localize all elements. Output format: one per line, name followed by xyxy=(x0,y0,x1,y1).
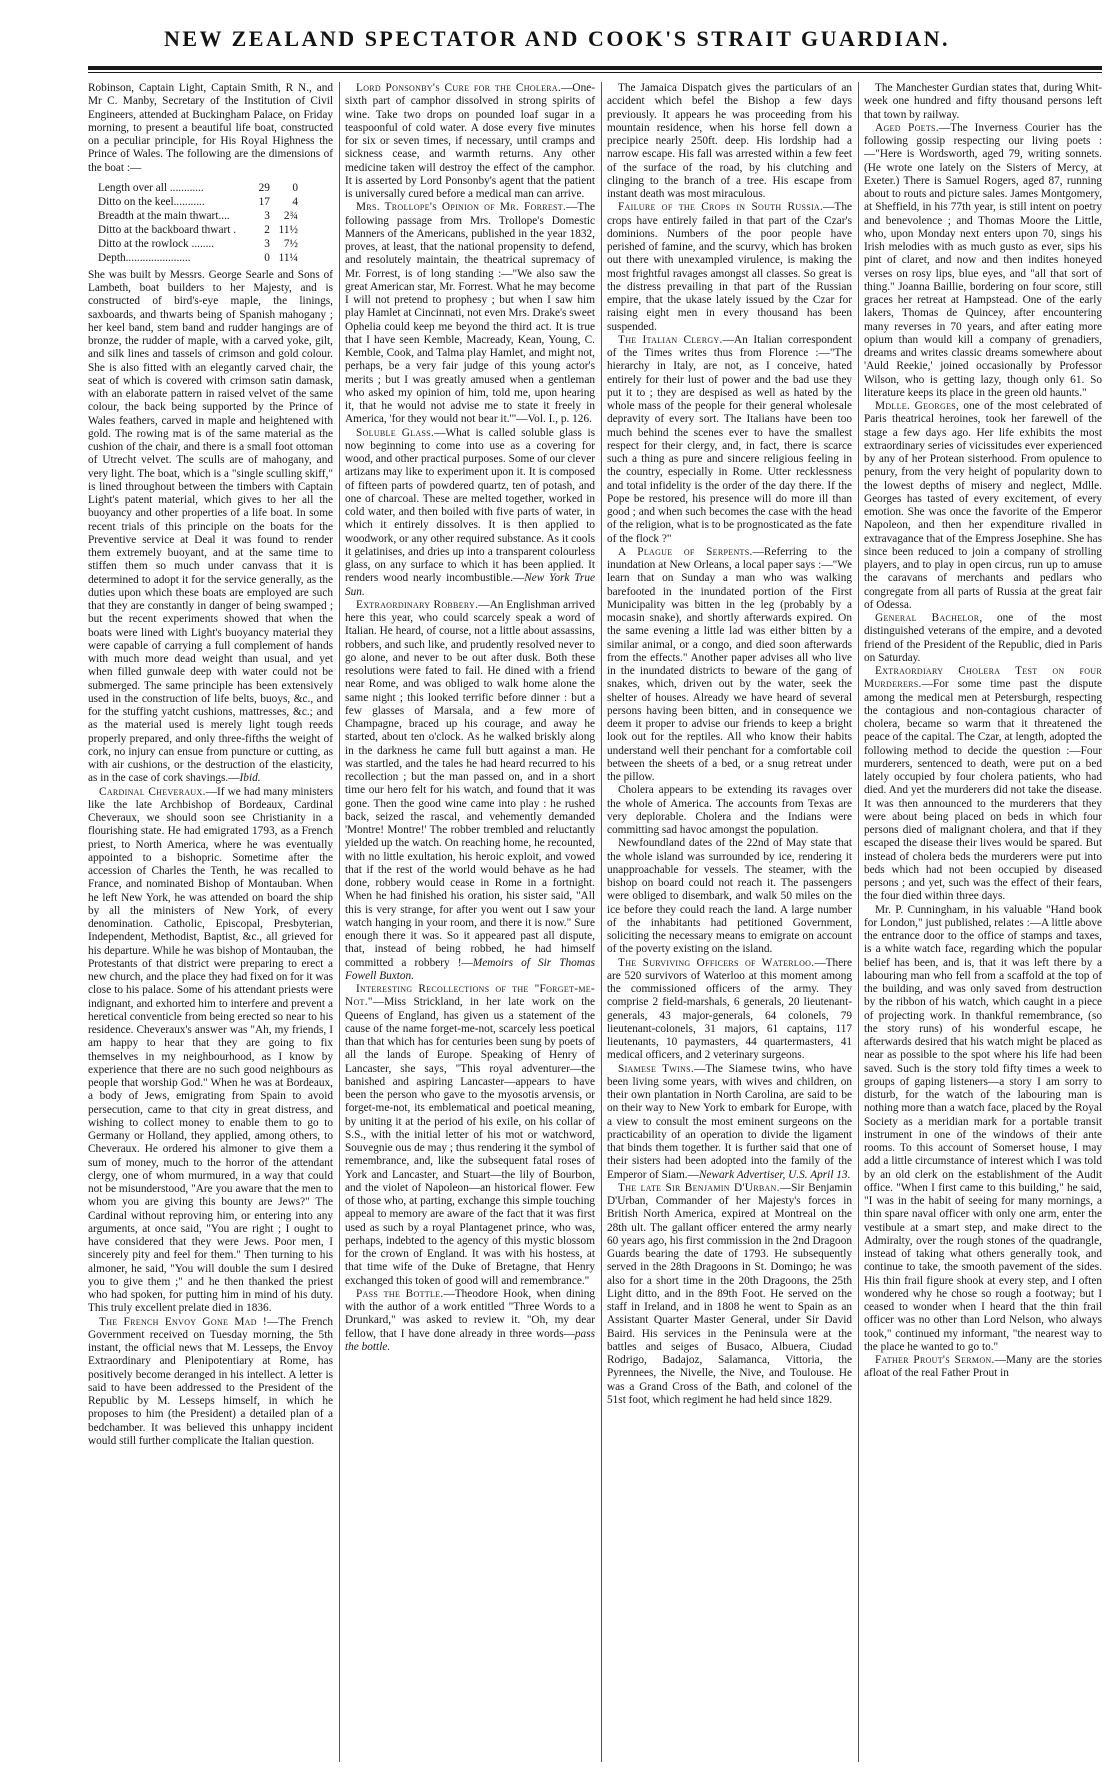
dimension-label: Ditto at the backboard thwart . xyxy=(98,223,237,236)
dimension-row xyxy=(98,223,298,237)
article-source: Ibid. xyxy=(239,772,261,785)
article-heading: Mrs. Trollope's Opinion of Mr. Forrest. xyxy=(356,201,567,214)
article-heading: Extraordiary Cholera Test on four Murderers. xyxy=(864,665,1102,691)
article-heading: The Italian Clergy. xyxy=(618,333,723,346)
dimension-label: Ditto on the keel........... xyxy=(98,195,205,208)
cholera-america-article: Cholera appears to be extending its ravages over the whole of America. The accounts from Texas are very deplorable. Cholera and the Indians were committing sad havoc amongst the population. xyxy=(607,784,852,836)
dimension-label: Ditto at the rowlock ........ xyxy=(98,237,215,250)
dimension-feet: 29 xyxy=(258,181,270,194)
durban-article xyxy=(607,1182,852,1407)
dimension-row xyxy=(98,209,298,223)
boat-dimensions-table xyxy=(98,181,298,265)
aged-poets-article xyxy=(864,122,1102,400)
georges-article xyxy=(864,400,1102,612)
article-body: —The French Government received on Tuesday morning, the 5th instant, the official news that M. Lesseps, the Envoy Extraordinary and Plenipotentiary at Rome, has positively become deranged in his intellect. A letter is said to have been addressed to the President of the Republic by M. Lesseps himself, in which he proposes to him (the President) a detailed plan of a bedchamber. It was believed this unhappy incident would still further complicate the Italian question. xyxy=(88,1315,333,1447)
bachelor-article xyxy=(864,612,1102,665)
article-heading: Father Prout's Sermon. xyxy=(875,1354,995,1366)
article-body: —The Siamese twins, who have been living some years, with wives and children, on their own plantation in North Carolina, are said to be on their way to New York to embark for Europe, with a view to consult the most eminent surgeons on the practicability of an operation to divide the ligament that binds them together. It is further said that one of their sisters had been adopted into the family of the Emperor of Siam.— xyxy=(607,1062,852,1181)
article-heading: Failure of the Crops in South Russia. xyxy=(618,201,824,214)
column-3 xyxy=(607,82,852,1766)
newfoundland-article: Newfoundland dates of the 22nd of May state that the whole island was surrounded by ice, rendering it unapproachable for vessels. The steamer, with the bishop on board could not reach it. The passengers were obliged to disembark, and walk 50 miles on the ice before they could reach the land. A large number of the inhabitants had petitioned Government, soliciting the necessary means to emigrate on account of the poverty existing on the island. xyxy=(607,837,852,956)
waterloo-article xyxy=(607,957,852,1063)
article-body: She was built by Messrs. George Searle and Sons of Lambeth, boat builders to her Majesty, and is constructed of bird's-eye maple, the linings, saxboards, and thwarts being of Spanish mahogany ; her keel band, stem band and rudder hangings are of bronze, the rudder of maple, with a carved yoke, gilt, and silk lines and tassels of crimson and gold colour. She is also fitted with an elegantly carved chair, the seat of which is covered with crimson satin damask, with an elaborate pattern in raised velvet of the same colour, the back being supported by the Prince of Wales feathers, carved in maple and heightened with gold. The rowing mat is of the same material as the cushion of the chair, and there is a small foot ottoman of Utrecht velvet. The sculls are of mahogany, and very light. The boat, which is a "single sculling skiff," is lined throughout between the timbers with Captain Light's patent material, which gives to her all the buoyancy and other properties of a life boat. In some recent trials of this principle on the boats for the Preventive service at Deal it was found to render them extremely buoyant, and at the same time to stiffen them so much under canvass that it is determined to adopt it for the service generally, as the duties upon which these boats are employed are such that they are constantly in danger of being swamped ; but the recent experiments showed that when the boats were lined with Light's buoyancy material they were capable of carrying a full complement of hands with much more dead weight than usual, and yet when filled gunwale deep with water could not be submerged. The same principle has been extensively used in the construction of life belts, buoys, &c., and for the stuffing yatcht cushions, mattresses, &c.; and as the material used is merely light tough reeds properly prepared, and only three-fifths the weight of cork, no injury can ensue from puncture or cutting, as with air cushions, or the destruction of the elasticity, as in the case of cork shavings.— xyxy=(88,268,333,785)
crops-article xyxy=(607,201,852,334)
forget-me-not-article xyxy=(345,983,595,1288)
siamese-twins-article xyxy=(607,1063,852,1182)
article-heading: A Plague of Serpents. xyxy=(618,545,753,558)
article-heading: Soluble Glass. xyxy=(356,426,435,439)
manchester-article: The Manchester Gurdian states that, during Whit-week one hundred and fifty thousand persons left that town by railway. xyxy=(864,82,1102,121)
article-body: —Referring to the inundation at New Orleans, a local paper says :—"We learn that on Sunday a man who was walking barefooted in the inundated portion of the First Municipality was bitten in the leg (probably by a mocasin snake), and shortly afterwards expired. On the same evening a little lad was either bitten by a similar animal, or a congo, and died soon afterwards from the effects." Another paper advises all who live in the inundated districts to beware of the gang of snakes, which, driven out by the water, seek the shelter of houses. Already we have heard of several persons having been bitten, and in consequence we deem it proper to advise our friends to keep a bright look out for the reptiles. All who know their habits understand well their penchant for a comfortable coil between the sheets of a bed, or a snug retreat under the pillow. xyxy=(607,545,852,783)
dimension-label: Depth....................... xyxy=(98,251,191,264)
article-heading: The late Sir Benjamin D'Urban. xyxy=(618,1181,780,1194)
pass-the-bottle-article xyxy=(345,1288,595,1354)
article-body: —Miss Strickland, in her late work on the Queens of England, has given us a statement of the cause of the name forget-me-not, scarcely less poetical than that which has for centuries been sung by poets of all the lands of Europe. Speaking of Henry of Lancaster, she says, "This royal adventurer—the banished and aspiring Lancaster—appears to have been the person who gave to the myosotis arvensis, or forget-me-not, its emblematical and poetical meaning, by uniting it at the period of his exile, on his collar of S.S., with the initial letter of his mot or watchword, Souvegnie ous de may ; thus rendering it the symbol of remembrance, and, like the subsequent fatal roses of York and Lancaster, and Stuart—the lily of Bourbon, and the violet of Napoleon—an historical flower. Few of those who, at parting, exchange this simple touching appeal to memory are aware of the fact that it was first used as such by a royal Plantagenet prince, who was, perhaps, indebted to the agency of this mystic blossom for the crown of England. It was with his hostess, at that time wife of the Duke of Bretagne, that Henry exchanged this token of good will and remembrance." xyxy=(345,996,595,1287)
article-body: —Theodore Hook, when dining with the author of a work entitled "Three Words to a Drunkard," was asked to review it. "Oh, my dear fellow, that I have done already in three words— xyxy=(345,1287,595,1340)
dimension-feet: 0 xyxy=(264,251,270,264)
article-body: —Sir Benjamin D'Urban, Commander of her Majesty's forces in British North America, expired at Montreal on the 28th ult. The gallant officer entered the army nearly 60 years ago, his first commission in the 2nd Dragoon Guards bearing the date of 1793. He subsequently served in the 28th Dragoons in St. Domingo; he was also for a short time in the 20th Dragoons, the 25th Light ditto, and in the 89th Foot. He served on the staff in Ireland, and in 1808 he went to Spain as an Assistant Quarter Master General, under Sir David Baird. His services in the Peninsula were at the battles and seiges of Busaco, Albuera, Ciudad Rodrigo, Badajoz, Salamanca, Vittoria, the Pyrennees, the Nivelle, the Nive, and Toulouse. He was a Grand Cross of the Bath, and colonel of the 51st foot, which regiment he had held since 1829. xyxy=(607,1181,852,1406)
column-divider xyxy=(858,82,859,1762)
column-divider xyxy=(339,82,340,1762)
column-1 xyxy=(88,82,333,1766)
article-source: Memoirs of Sir Thomas Fowell Buxton. xyxy=(345,956,595,982)
dimension-feet: 17 xyxy=(258,195,270,208)
dimension-feet: 3 xyxy=(264,237,270,250)
masthead-rule-thick xyxy=(88,66,1102,70)
article-heading: General Bachelor, xyxy=(875,612,983,624)
article-body: —An Italian correspondent of the Times writes thus from Florence :—"The hierarchy in Italy, are not, as I conceive, hated entirely for their lust of power and the bad use they put it to ; they are despised as well as hated by the whole mass of the people for their general wholesale depravity of every sort. The Italians have been too much behind the scenes ever to have the smallest respect for their clergy, and, in fact, there is scarce such a thing as pure and sincere religious feeling in the country, especially in Rome. Utter recklessness and total infidelity is the order of the day there. If the Pope be restored, his presence will do more ill than good ; and when such becomes the case with the head of the religion, what is to be prognosticated as the fate of the flock ?" xyxy=(607,333,852,545)
column-2 xyxy=(345,82,595,1766)
dimension-label: Length over all ............ xyxy=(98,181,204,194)
masthead-title: NEW ZEALAND SPECTATOR AND COOK'S STRAIT GUARDIAN. xyxy=(163,26,951,51)
article-heading: The French Envoy Gone Mad ! xyxy=(99,1315,267,1328)
article-source: Newark Advertiser, U.S. April 13. xyxy=(698,1168,851,1181)
trollope-article xyxy=(345,201,595,426)
serpents-article xyxy=(607,546,852,785)
article-body: —If we had many ministers like the late Archbishop of Bordeaux, Cardinal Cheveraux, we should soon see Christianity in a flourishing state. He had emigrated 1793, as a French priest, to North America, where he was eventually appointed to a bishopric. Sometime after the accession of Charles the Tenth, he was recalled to France, and nominated Bishop of Montauban. When he left New York, he was attended on board the ship by all the ministers of New York, of every denomination. Catholic, Episcopal, Presbyterian, Independent, Methodist, Baptist, &c., all grieved for his departure. While he was bishop of Montauban, the Protestants of that district were preparing to erect a new church, and the place they had fixed on for it was close to his palace. Some of his attendant priests were indignant, and exhorted him to interfere and prevent a heretical conventicle from being erected so near to his residence. Cheveraux's answer was "Ah, my friends, I am happy to hear that they are going to fix themselves in my neighbourhood, as I know by experience that there are no such good neighbours as people that worship God." When he was at Bordeaux, a body of Jews, emigrating from Spain to avoid persecution, came to that city in great distress, and wishing to collect money to enable them to go to Germany or Holland, they applied, among others, to Cheveraux. He ordered his almoner to give them a sum of money, much to the horror of the attendant clergy, one of whom murmured, in a way that could not be misunderstood, "Are you aware that the men to whom you are giving this bounty are Jews?" The Cardinal without reproving him, or entering into any arguments, at once said, "You are right ; I ought to have considered that they were Jews. Poor men, I sincerely pity and feel for them." Then turning to his almoner, he said, "You will double the sum I desired you to give them ;" and he then thanked the priest who had spoken, for putting him in mind of his duty. This truly excellent prelate died in 1836. xyxy=(88,785,333,1315)
dimension-row xyxy=(98,237,298,251)
article-body: —For some time past the dispute among the medical men at Petersburgh, respecting the contagious and non-contagious character of cholera, became so warm that it threatened the peace of the capital. The Czar, at length, adopted the following method to decide the question :—Four murderers, sentenced to death, were put on a bed lately occupied by four cholera patients, who had died. And yet the murderers did not take the disease. It was then announced to the murderers that they were about being placed on beds in which four persons died of malignant cholera, and that if they escaped the disease their lives would be spared. But instead of cholera beds the murderers were put into beds which had not been occupied by diseased persons ; and yet, such was the effect of their fears, the four died within three days. xyxy=(864,678,1102,903)
article-body: one of the most distinguished veterans of the empire, and a devoted friend of the President of the Republic, died in Paris on Saturday. xyxy=(864,612,1102,664)
masthead-rule-thin xyxy=(88,72,1102,73)
ponsonby-article xyxy=(345,82,595,201)
article-body: —The following passage from Mrs. Trollope's Domestic Manners of the Americans, published in the year 1832, proves, at least, that the national propensity to defend, and resolutely maintain, the theatrical supremacy of Mr. Forrest, is of long standing :—"We also saw the great American star, Mr. Forrest. What he may become I will not pretend to prophesy ; but when I saw him play Hamlet at Cincinnati, not even Mrs. Drake's sweet Ophelia could keep me beyond the third act. It is true that I have seen Kemble, Macready, Kean, Young, C. Kemble, Cook, and Talma play Hamlet, and might not, perhaps, be a very fair judge of this young actor's merits ; but I was greatly amused when a gentleman who asked my opinion of him, told me, upon hearing it, that he would not advise me to state it freely in America, 'for they would not bear it.'"—Vol. I., p. 126. xyxy=(345,201,595,426)
dimension-row xyxy=(98,181,298,195)
dimension-feet: 2 xyxy=(264,223,270,236)
article-heading: Interesting Recollections of the "Forget-me-Not." xyxy=(345,983,595,1009)
article-body: The Jamaica Dispatch gives the particulars of an accident which befel the Bishop a few days previously. It appears he was proceeding from his mountain residence, when his horse fell down a precipice nearly 250ft. deep. His lordship had a narrow escape. His fall was arrested within a few feet of the surface of the road, by his clutching and clinging to the branch of a tree. His escape from instant death was most miraculous. xyxy=(607,82,852,200)
article-heading: Extraordinary Robbery. xyxy=(356,598,479,611)
article-heading: The Surviving Officers of Waterloo. xyxy=(618,956,815,969)
article-source: New York True Sun. xyxy=(345,572,595,598)
cholera-test-article xyxy=(864,665,1102,904)
article-body: —What is called soluble glass is now beginning to come into use as a covering for wood, and other practical purposes. Some of our clever artizans may like to experiment upon it. It is composed of fifteen parts of powdered quartz, ten of potash, and one of charcoal. These are melted together, worked in cold water, and then boiled with five parts of water, in which it entirely dissolves. It is then applied to woodwork, or any other required substance. As it cools it gelatinises, and dries up into a transparent colourless glass, on any surface to which it has been applied. It renders wood nearly incombustible.— xyxy=(345,426,595,585)
article-heading: Mdlle. Georges, xyxy=(875,400,960,412)
article-body: —The crops have entirely failed in that part of the Czar's dominions. Numbers of the poor people have perished of famine, and the scurvy, which has broken out there with unexampled virulence, is making the most frightful ravages amongst all classes. So great is the distress prevailing in that part of the Russian empire, that the ukase lately issued by the Czar for raising eight men in every thousand has been suspended. xyxy=(607,201,852,333)
dimension-inches: 0 xyxy=(292,181,298,194)
dimension-row xyxy=(98,195,298,209)
article-body: —An Englishman arrived here this year, who could scarcely speak a word of Italian. He heard, of course, not a little about assassins, robbers, and such like, and prudently resolved never to go alone, and never to be out after dusk. Both these resolutions were fated to fail. He dined with a friend near Rome, and was obliged to walk home alone the same night ; this looked terrific before dinner : but a few glasses of Marsala, and a few more of Champagne, braced up his courage, and away he started, about ten o'clock. As he walked briskly along in the darkness he came full butt against a man. He was startled, and the tales he had heard recurred to his recollection ; but the man passed on, and in a short time our hero felt for his watch, and found that it was gone. Then the good wine came into play : he rushed back, seized the rascal, and vehemently demanded 'Montre! Montre!' The robber trembled and reluctantly yielded up the watch. On reaching home, he recounted, with no little exultation, his heroic exploit, and vowed that if the rest of the world would behave as he had done, robbery would cease in Rome in a fortnight. When he had finished his oration, his sister said, "All this is very strange, for after you went out I saw your watch hanging in your room, and there it is now." Sure enough there it was. So it appeared past all dispute, that, instead of being robbed, he had himself committed a robbery !— xyxy=(345,598,595,969)
article-heading: Siamese Twins. xyxy=(618,1062,695,1075)
column-4 xyxy=(864,82,1102,1766)
bishop-accident-article xyxy=(607,82,852,201)
italian-clergy-article xyxy=(607,334,852,546)
article-heading: Lord Ponsonby's Cure for the Cholera. xyxy=(356,82,562,94)
dimension-inches: 2¾ xyxy=(283,209,298,222)
dimension-feet: 3 xyxy=(264,209,270,222)
article-heading: Aged Poets. xyxy=(875,121,939,134)
envoy-article xyxy=(88,1316,333,1449)
dimension-inches: 7½ xyxy=(283,237,298,250)
dimension-inches: 11½ xyxy=(278,223,298,236)
dimension-inches: 11¼ xyxy=(278,251,298,264)
article-body: one of the most celebrated of Paris theatrical heroines, took her farewell of the stage a few days ago. Her life exhibits the most extraordinary series of vicissitudes ever experienced by any of her Protean sisterhood. From opulence to penury, from the very height of popularity down to the lowest depths of misery and neglect, Mdlle. Georges has tasted of every excitement, of every emotion. She was once the favorite of the Emperor Napoleon, and then her expenditure rivalled in extravagance that of the Empress Josephine. She has since been reduced to join a company of strolling players, and to play in open circus, run up to amuse the caravans of merchants and pedlars who congregate from all parts of Russia at the great fair of Odessa. xyxy=(864,400,1102,611)
prout-article xyxy=(864,1354,1102,1381)
article-body: —Many are the stories afloat of the real Father Prout in xyxy=(864,1354,1102,1380)
lifeboat-intro: Robinson, Captain Light, Captain Smith, R N., and Mr C. Manby, Secretary of the Institution of Civil Engineers, attended at Buckingham Palace, on Friday morning, to present a beautiful life boat, constructed on a peculiar principle, for His Royal Highness the Prince of Wales. The following are the dimensions of the boat :— xyxy=(88,82,333,174)
column-divider xyxy=(601,82,602,1762)
article-emphasis: pass the bottle. xyxy=(345,1327,595,1353)
article-body: —One-sixth part of camphor dissolved in strong spirits of wine. Take two drops on pounded loaf sugar in a teaspoonful of cold water. A dose every five minutes for six or seven times, if necessary, until cramps and sickness cease, and warmth returns. Any other medicine taken will destroy the effect of the camphor. It is asserted by Lord Ponsonby's agent that the patient is universally cured before a medical man can arrive. xyxy=(345,82,595,200)
soluble-glass-article xyxy=(345,427,595,599)
article-body: —The Inverness Courier has the following gossip respecting our living poets :—"Here is Wordsworth, aged 79, writing sonnets. (He wrote one lately on the Sisters of Mercy, at Exeter.) There is Samuel Rogers, aged 87, running about to routs and picture sales. James Montgomery, at Sheffield, in his 77th year, is still intent on poetry and benevolence ; and Thomas Moore the Little, who, upon Monday next enters upon 70, sings his Irish melodies with as much gusto as ever, sips his pint of claret, and now and then indites honeyed verses on rosy lips, blue eyes, and "all that sort of thing." Joanna Baillie, bordering on four score, still graces her retreat at Hampstead. One of the early lakers, Thomas de Quincey, after encountering many reverses in 70 years, and after eating more opium than would kill a company of grenadiers, dreams and writes classic dreams somewhere about 'Auld Reekie,' joined occasionally by Professor Wilson, who is getting lazy, though only 61. So literature keeps its place in the green old haunts." xyxy=(864,121,1102,399)
robbery-article xyxy=(345,599,595,983)
dimension-label: Breadth at the main thwart.... xyxy=(98,209,230,222)
cheveraux-article xyxy=(88,786,333,1316)
article-heading: Pass the Bottle. xyxy=(356,1287,444,1300)
article-body: —There are 520 survivors of Waterloo at this moment among the commissioned officers of the army. They comprise 2 field-marshals, 6 generals, 20 lieutenant-generals, 43 major-generals, 64 colonels, 79 lieutenant-colonels, 31 majors, 61 captains, 117 lieutenants, 10 paymasters, 44 quartermasters, 41 medical officers, and 2 veterinary surgeons. xyxy=(607,956,852,1062)
dimension-row xyxy=(98,251,298,265)
cunningham-article: Mr. P. Cunningham, in his valuable "Hand book for London," just published, relates :—A little above the entrance door to the office of stamps and taxes, is a white watch face, regarding which the popular belief has been, and is, that it was left there by a labouring man who fell from a scaffold at the top of the building, and was only saved from destruction by the ribbon of his watch, which caught in a piece of projecting work. In thankful remembrance, (so the story runs) of his wonderful escape, he afterwards desired that his watch might be placed as near as possible to the spot where his life had been saved. Such is the story told fifty times a week to groups of gaping listeners—a story I am sorry to disturb, for the watch of the labouring man is nothing more than a watch face, placed by the Royal Society as a meridian mark for a portable transit instrument in one of the windows of their ante rooms. To this account of Somerset house, I may add a little circumstance of interest which I was told by an old clerk on the establishment of the Audit office. "When I first came to this building," he said, "I was in the habit of seeing for many mornings, a thin spare naval officer with only one arm, enter the vestibule at a smart step, and make direct to the Admiralty, over the rough stones of the quadrangle, instead of taking what others generally took, and continue to take, the smooth pavement of the sides. His thin frail figure shook at every step, and I often wondered why he chose so rough a footway; but I ceased to wonder when I heard that the thin frail officer was no other than Lord Nelson, who always took," continued my informant, "the nearest way to the place he wanted to go to." xyxy=(864,903,1102,1353)
dimension-inches: 4 xyxy=(292,195,298,208)
lifeboat-article xyxy=(88,269,333,786)
article-heading: Cardinal Cheveraux. xyxy=(99,785,206,798)
